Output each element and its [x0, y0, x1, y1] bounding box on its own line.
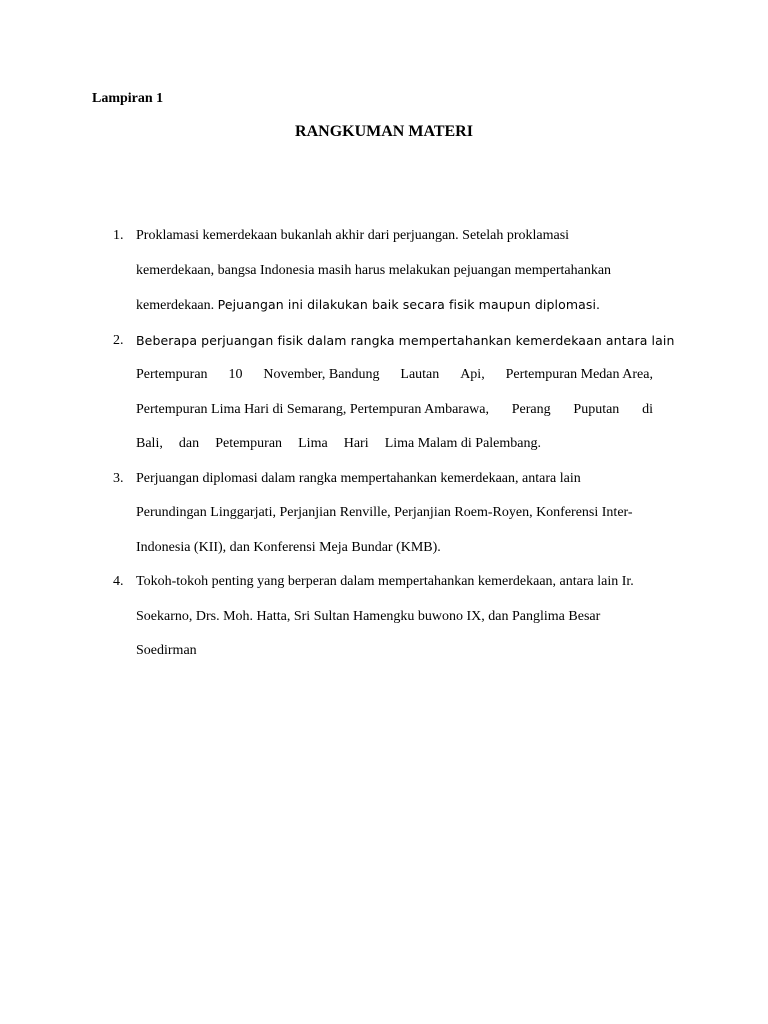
list-item: [113, 565, 673, 669]
list-item-word: dan: [178, 436, 200, 451]
list-item-line: Perjuangan diplomasi dalam rangka mempertahankan kemerdekaan, antara lain: [136, 470, 581, 486]
list-item-line: Perundingan Linggarjati, Perjanjian Renville, Perjanjian Roem-Royen, Konferensi Inter-: [136, 505, 633, 520]
list-item-line: Soekarno, Drs. Moh. Hatta, Sri Sultan Hamengku buwono IX, dan Panglima Besar: [136, 608, 601, 624]
list-item-word: Lautan: [400, 367, 440, 382]
list-item: [113, 219, 673, 324]
summary-list: [113, 219, 673, 669]
list-item-word: Pertempuran: [136, 367, 208, 382]
list-item-line: [136, 393, 653, 428]
list-item-line: Indonesia (KII), dan Konferensi Meja Bundar (KMB).: [136, 539, 441, 555]
list-item-word: di: [642, 401, 653, 417]
list-item-word: Puputan: [573, 401, 620, 417]
list-item-line: Soedirman: [136, 643, 197, 658]
list-item-text: kemerdekaan.: [136, 298, 215, 313]
list-item-number: 2.: [113, 332, 124, 348]
list-item-line: Beberapa perjuangan fisik dalam rangka mempertahankan kemerdekaan antara lain: [136, 332, 675, 348]
list-item-word: Lima: [298, 436, 328, 451]
page-title: RANGKUMAN MATERI: [295, 123, 473, 140]
list-item-line: Proklamasi kemerdekaan bukanlah akhir dari perjuangan. Setelah proklamasi: [136, 228, 570, 243]
list-item-word: Bali,: [136, 436, 163, 451]
list-item-word: November, Bandung: [263, 367, 380, 382]
list-item-line: [136, 427, 541, 462]
list-item-text: Pejuangan ini dilakukan baik secara fisik maupun diplomasi.: [217, 297, 601, 312]
list-item-word: Perang: [511, 401, 551, 417]
list-item-line: [136, 288, 673, 324]
list-item: [113, 324, 673, 462]
attachment-label: Lampiran 1: [92, 91, 164, 106]
list-item-number: 1.: [113, 228, 124, 243]
list-item-line: [136, 358, 653, 393]
list-item-number: 4.: [113, 574, 124, 589]
list-item-word: 10: [228, 367, 243, 382]
list-item-word: Pertempuran Lima Hari di Semarang, Pertempuran Ambarawa,: [136, 401, 489, 417]
list-item-number: 3.: [113, 470, 124, 486]
list-item-line: kemerdekaan, bangsa Indonesia masih harus melakukan pejuangan mempertahankan: [136, 262, 612, 278]
list-item-word: Lima Malam di Palembang.: [384, 436, 541, 451]
list-item-word: Api,: [460, 367, 485, 382]
list-item-word: Pertempuran Medan Area,: [505, 367, 653, 382]
list-item-line: Tokoh-tokoh penting yang berperan dalam mempertahankan kemerdekaan, antara lain Ir.: [136, 574, 634, 589]
list-item-word: Petempuran: [215, 436, 283, 451]
list-item: [113, 462, 673, 566]
list-item-word: Hari: [343, 436, 369, 451]
